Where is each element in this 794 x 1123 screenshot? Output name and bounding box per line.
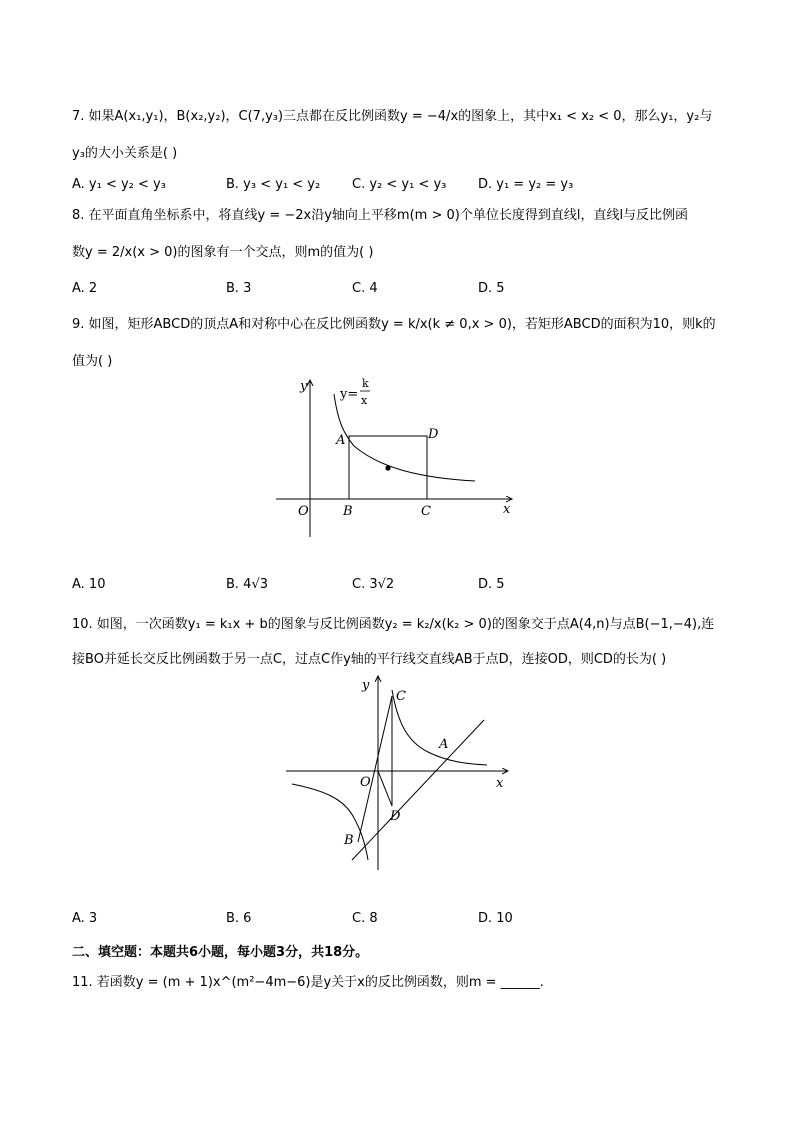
q9-curve-label: y= (340, 387, 359, 402)
q9-option-c: C. 3√2 (352, 577, 395, 592)
q10-stem-line1: 10. 如图，一次函数y₁ = k₁x + b的图象与反比例函数y₂ = k₂/x(k₂ > 0)的图象交于点A(4,n)与点B(−1,−4),连 (72, 617, 715, 632)
q9-hyperbola (334, 394, 475, 481)
q9-center-point (385, 465, 390, 470)
q10-line-ab (352, 720, 484, 860)
q8-stem-line2: 数y = 2/x(x > 0)的图象有一个交点，则m的值为( ) (72, 245, 374, 260)
q8-option-c: C. 4 (352, 281, 378, 296)
q8-option-d: D. 5 (478, 281, 505, 296)
q9-figure (270, 372, 530, 544)
q9-label-c: C (421, 504, 431, 519)
q10-option-c: C. 8 (352, 911, 378, 926)
q9-label-b: B (343, 504, 353, 519)
q9-curve-x: x (361, 394, 368, 407)
q9-label-a: A (336, 433, 346, 448)
q9-label-d: D (428, 427, 439, 442)
q10-label-d: D (390, 809, 401, 824)
q9-stem-line2: 值为( ) (72, 354, 113, 369)
q10-option-b: B. 6 (226, 911, 252, 926)
q10-label-a: A (439, 737, 449, 752)
q9-stem-line1: 9. 如图，矩形ABCD的顶点A和对称中心在反比例函数y = k/x(k ≠ 0,x > 0)，若矩形ABCD的面积为10，则k的 (72, 317, 716, 332)
q10-hyperbola-branch-3 (292, 784, 368, 860)
q10-line-bc (358, 696, 392, 842)
q10-option-a: A. 3 (72, 911, 98, 926)
q10-stem-line2: 接BO并延长交反比例函数于另一点C，过点C作y轴的平行线交直线AB于点D，连接OD，则CD的长为( ) (72, 652, 667, 667)
q7-option-d: D. y₁ = y₂ = y₃ (478, 177, 574, 192)
q7-stem-line1: 7. 如果A(x₁,y₁)，B(x₂,y₂)，C(7,y₃)三点都在反比例函数y = −4/x的图象上，其中x₁ < x₂ < 0，那么y₁，y₂与 (72, 109, 713, 124)
q10-figure (282, 672, 514, 874)
q9-option-a: A. 10 (72, 577, 106, 592)
q9-label-y: y (300, 379, 308, 394)
q8-stem-line1: 8. 在平面直角坐标系中，将直线y = −2x沿y轴向上平移m(m > 0)个单位长度得到直线l，直线l与反比例函 (72, 208, 689, 223)
q8-option-a: A. 2 (72, 281, 98, 296)
q10-label-y: y (362, 678, 370, 693)
q7-stem-line2: y₃的大小关系是( ) (72, 146, 178, 161)
q9-curve-k: k (362, 377, 369, 390)
q11-stem: 11. 若函数y = (m + 1)x^(m²−4m−6)是y关于x的反比例函数，则m = ______. (72, 975, 544, 990)
q10-option-d: D. 10 (478, 911, 513, 926)
q9-option-b: B. 4√3 (226, 577, 269, 592)
q10-label-x: x (496, 776, 504, 791)
q7-option-c: C. y₂ < y₁ < y₃ (352, 177, 447, 192)
q10-label-b: B (344, 833, 354, 848)
q7-option-b: B. y₃ < y₁ < y₂ (226, 177, 321, 192)
q10-segment-od (378, 771, 392, 806)
q9-option-d: D. 5 (478, 577, 505, 592)
q9-label-o: O (298, 504, 309, 519)
q7-option-a: A. y₁ < y₂ < y₃ (72, 177, 166, 192)
q8-option-b: B. 3 (226, 281, 252, 296)
q9-label-x: x (503, 502, 511, 517)
q10-label-c: C (396, 689, 406, 704)
section-2-heading: 二、填空题：本题共6小题，每小题3分，共18分。 (72, 945, 369, 960)
q10-label-o: O (360, 775, 371, 790)
q10-hyperbola-branch-1 (392, 690, 487, 765)
